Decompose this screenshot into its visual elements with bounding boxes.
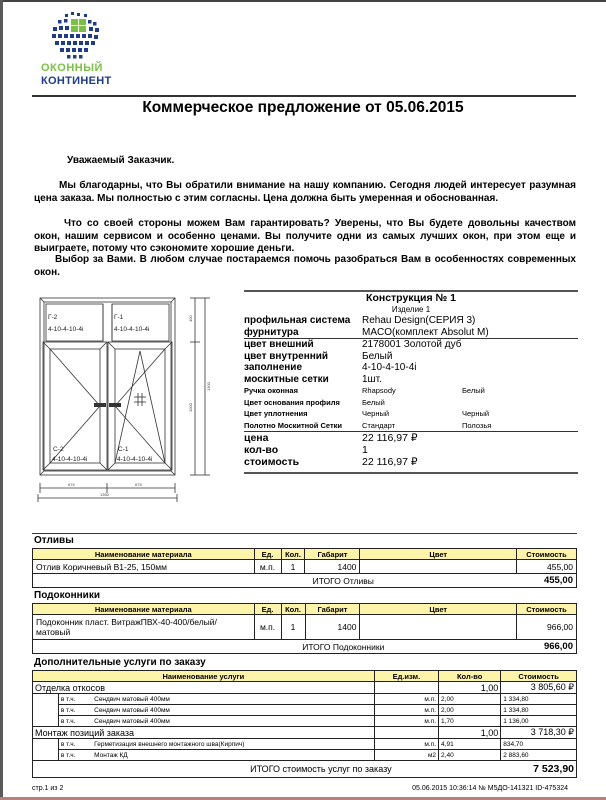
service-quantity: 1,00 — [439, 682, 501, 694]
spec-key: москитные сетки — [244, 373, 329, 385]
letter-paragraph-1 — [34, 180, 576, 205]
construction-header: Конструкция № 1 — [366, 292, 456, 304]
service-unit — [374, 727, 438, 739]
option-color — [462, 397, 578, 409]
total-value: 966,00 — [517, 640, 577, 654]
letter-paragraph-3 — [34, 254, 576, 279]
item-name: Монтаж КД — [92, 750, 374, 761]
spec-value: 4-10-4-10-4i — [362, 362, 417, 373]
column-header: Наименование материала — [33, 549, 255, 560]
service-cost: 3 718,30 ₽ — [501, 727, 577, 739]
column-header: Ед. — [254, 549, 281, 560]
option-value: Белый — [362, 397, 385, 407]
dim-total-width: 1350 — [100, 492, 109, 497]
item-cost: 1 136,00 — [501, 716, 577, 727]
pane-fill: 4-10-4-10-4i — [114, 326, 150, 333]
construction-subheader: Изделие 1 — [391, 305, 431, 314]
option-color: Белый — [462, 386, 485, 395]
window-left-border — [0, 0, 3, 800]
spec-value: 2178001 Золотой дуб — [362, 339, 462, 350]
item-prefix: в т.ч. — [58, 739, 92, 750]
option-key: Ручка оконная — [244, 386, 298, 395]
column-header: Стоимость — [517, 604, 577, 615]
column-header: Кол-во — [439, 671, 501, 682]
unit: м.п. — [254, 560, 281, 574]
spec-key: заполнение — [244, 362, 303, 373]
logo-text-line1: ОКОННЫЙ — [41, 62, 103, 74]
option-value: Rhapsody — [362, 386, 396, 395]
item-prefix: в т.ч. — [58, 750, 92, 761]
item-quantity: 2,40 — [439, 750, 501, 761]
item-unit: м2 — [374, 750, 438, 761]
material-name: Отлив Коричневый B1-25, 150мм — [33, 560, 255, 574]
material-name: Подоконник пласт. ВитражПВХ-40-400/белый/матовый — [33, 615, 255, 640]
spec-value: MACO(комплект Absolut M) — [362, 326, 489, 338]
column-header: Стоимость — [501, 671, 577, 682]
column-header: Ед. — [254, 604, 281, 615]
table-row — [33, 615, 577, 640]
service-name: Отделка откосов — [33, 682, 375, 694]
item-prefix: в т.ч. — [58, 694, 92, 705]
cost-row — [244, 456, 578, 468]
service-cost: 3 805,60 ₽ — [501, 682, 577, 694]
spec-row — [244, 315, 578, 327]
column-header: Наименование материала — [33, 604, 255, 615]
table-header-row — [33, 604, 577, 615]
item-unit: м.п. — [374, 716, 438, 727]
spec-option-row — [244, 420, 578, 432]
table-header-row — [33, 671, 577, 682]
price-key: цена — [244, 432, 269, 444]
spec-row — [244, 374, 578, 386]
price-value: 22 116,97 ₽ — [362, 456, 418, 468]
pane-label: Г-1 — [114, 314, 124, 321]
opening-marker-icon — [134, 393, 146, 406]
item-name: Сендвич матовый 400мм — [92, 694, 374, 705]
size: 1400 — [305, 560, 360, 574]
column-header: Кол. — [281, 549, 305, 560]
table-row — [33, 560, 577, 574]
pane-label: Г-2 — [48, 314, 58, 321]
column-header: Стоимость — [517, 549, 577, 560]
spec-option-row — [244, 385, 578, 397]
logo-text-line2: КОНТИНЕНТ — [41, 75, 112, 87]
item-quantity: 2,00 — [439, 705, 501, 716]
item-prefix: в т.ч. — [58, 705, 92, 716]
quantity-row — [244, 444, 578, 456]
pane-fill: 4-10-4-10-4i — [48, 326, 84, 333]
option-color: Черный — [462, 409, 490, 418]
cost: 966,00 — [517, 615, 577, 640]
item-cost: 2 883,60 — [501, 750, 577, 761]
service-item-row — [33, 705, 577, 716]
total-value: 7 523,90 — [501, 761, 577, 778]
item-prefix: в т.ч. — [58, 716, 92, 727]
spec-key: профильная система — [244, 315, 351, 326]
item-quantity: 1,70 — [439, 716, 501, 727]
option-value: Стандарт — [362, 420, 396, 430]
service-group-row — [33, 727, 577, 739]
item-cost: 834,70 — [501, 739, 577, 750]
service-item-row — [33, 739, 577, 750]
paragraph-text: Выбор за Вами. В любом случае постараемся помочь разобраться Вам в особенностях современных окон. — [34, 254, 576, 278]
services-table — [32, 670, 577, 778]
item-cost: 1 334,80 — [501, 705, 577, 716]
section-divider — [32, 533, 577, 534]
service-item-row — [33, 694, 577, 705]
spec-option-row — [244, 397, 578, 409]
spec-value: 1шт. — [362, 373, 382, 385]
window-drawing — [30, 285, 230, 515]
spec-row — [244, 327, 578, 339]
item-unit: м.п. — [374, 739, 438, 750]
option-key: Цвет основания профиля — [244, 397, 340, 407]
page-number: стр.1 из 2 — [32, 785, 64, 792]
item-quantity: 4,91 — [439, 739, 501, 750]
spec-value: Rehau Design(СЕРИЯ 3) — [362, 315, 476, 326]
spec-key: цвет внутренний — [244, 350, 329, 362]
column-header: Цвет — [360, 549, 517, 560]
column-header: Наименование услуги — [33, 671, 375, 682]
page-title: Коммерческое предложение от 05.06.2015 — [142, 99, 464, 116]
item-unit: м.п. — [374, 694, 438, 705]
quantity: 1 — [281, 615, 305, 640]
item-name: Сендвич матовый 400мм — [92, 716, 374, 727]
section-title-otlivy: Отливы — [34, 535, 74, 546]
paragraph-text: Что со своей стороны можем Вам гарантировать? Уверены, что Вы будете довольны качеством окон, нашим сервисом и особенно ценами. Вы получите одни из самых лучших окон, при этом еще и выиграете, потому что сэкономите хорошие деньги. — [34, 218, 576, 254]
column-header: Кол. — [281, 604, 305, 615]
price-value: 22 116,97 ₽ — [362, 432, 418, 444]
quantity: 1 — [281, 560, 305, 574]
color — [360, 615, 517, 640]
unit: м.п. — [254, 615, 281, 640]
greeting: Уважаемый Заказчик. — [67, 155, 175, 166]
document-stamp: 05.06.2015 10:36:14 № М5ДО-141321 ID-475324 — [412, 785, 568, 792]
color — [360, 560, 517, 574]
letter-paragraph-2 — [34, 218, 576, 256]
dim-lower-height: 1000 — [188, 403, 193, 412]
service-quantity: 1,00 — [439, 727, 501, 739]
total-value: 455,00 — [517, 574, 577, 588]
total-row — [33, 640, 577, 654]
price-value: 1 — [362, 444, 368, 456]
dim-total-height: 1300 — [206, 382, 211, 391]
column-header: Габарит — [305, 604, 360, 615]
construction-spec — [244, 290, 578, 474]
pane-label: С-2 — [53, 446, 64, 453]
table-header-row — [33, 549, 577, 560]
paragraph-text: Мы благодарны, что Вы обратили внимание на нашу компанию. Сегодня людей интересует разумная цена заказа. Мы полностью с этим согласны. Цена должна быть умеренная и обоснованная. — [34, 180, 576, 204]
price-row — [244, 432, 578, 444]
spec-row — [244, 362, 578, 374]
section-title-podokonniki: Подоконники — [34, 590, 100, 601]
column-header: Ед.изм. — [374, 671, 438, 682]
dim-right-width: 675 — [135, 482, 142, 487]
otlivy-table — [32, 548, 577, 588]
total-row — [33, 574, 577, 588]
spec-row — [244, 351, 578, 363]
service-name: Монтаж позиций заказа — [33, 727, 375, 739]
service-unit — [374, 682, 438, 694]
title-divider — [32, 95, 576, 97]
cost: 455,00 — [517, 560, 577, 574]
total-row — [33, 761, 577, 778]
price-key: кол-во — [244, 444, 279, 456]
option-color: Полозья — [462, 420, 492, 430]
item-quantity: 2,00 — [439, 694, 501, 705]
spec-option-row — [244, 408, 578, 420]
spec-row — [244, 339, 578, 351]
column-header: Цвет — [360, 604, 517, 615]
item-unit: м.п. — [374, 705, 438, 716]
service-item-row — [33, 716, 577, 727]
price-key: стоимость — [244, 456, 300, 468]
pane-label: С-1 — [118, 446, 129, 453]
option-value: Черный — [362, 409, 390, 418]
spec-divider — [244, 472, 578, 474]
dim-left-width: 675 — [68, 482, 75, 487]
option-key: Цвет уплотнения — [244, 409, 308, 418]
total-label: ИТОГО стоимость услуг по заказу — [33, 761, 501, 778]
service-item-row — [33, 750, 577, 761]
podokonniki-table — [32, 603, 577, 654]
pane-top-left — [46, 304, 103, 341]
item-cost: 1 334,80 — [501, 694, 577, 705]
service-group-row — [33, 682, 577, 694]
dim-top-height: 400 — [188, 315, 193, 322]
pane-top-right — [112, 304, 169, 341]
handle-icon — [94, 403, 121, 407]
item-name: Сендвич матовый 400мм — [92, 705, 374, 716]
window-top-border — [0, 0, 606, 2]
item-name: Герметизация внешнего монтажного шва(Кирпич) — [92, 739, 374, 750]
section-title-services: Дополнительные услуги по заказу — [34, 657, 206, 668]
size: 1400 — [305, 615, 360, 640]
total-label: ИТОГО Подоконники — [33, 640, 517, 654]
pane-fill: 4-10-4-10-4i — [117, 456, 153, 463]
spec-key: цвет внешний — [244, 339, 314, 350]
spec-value: Белый — [362, 350, 393, 362]
option-key: Полотно Москитной Сетки — [244, 420, 342, 430]
pane-fill: 4-10-4-10-4i — [52, 456, 88, 463]
total-label: ИТОГО Отливы — [33, 574, 517, 588]
column-header: Габарит — [305, 549, 360, 560]
spec-key: фурнитура — [244, 326, 299, 338]
